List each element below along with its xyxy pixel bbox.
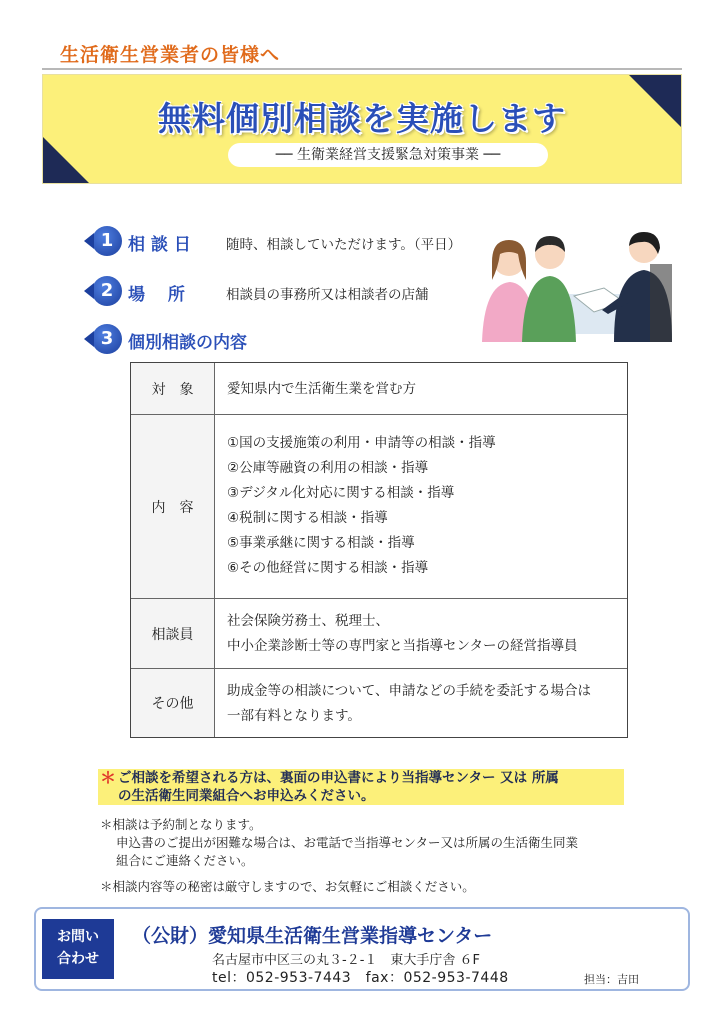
table-line: 愛知県内で生活衛生業を営む方 xyxy=(227,381,416,397)
notice-line: の生活衛生同業組合へお申込みください。 xyxy=(118,788,375,804)
table-cell-target xyxy=(227,377,621,402)
table-cell-consultant xyxy=(227,609,621,659)
organization-address: 名古屋市中区三の丸３-２-１ 東大手庁舎 ６F xyxy=(212,953,480,968)
section-value-place: 相談員の事務所又は相談者の店舗 xyxy=(226,287,429,303)
contact-box xyxy=(34,907,690,991)
table-header-other: その他 xyxy=(131,669,215,737)
table-row-consultant xyxy=(131,599,627,669)
note-reservation-detail: 組合にご連絡ください。 xyxy=(116,853,254,868)
title-banner xyxy=(42,74,682,184)
application-notice xyxy=(98,769,624,805)
note-reservation: ＊相談は予約制となります。 xyxy=(100,817,262,832)
table-cell-other xyxy=(227,679,621,729)
section-label-place: 場 所 xyxy=(128,285,185,305)
contact-label-line: 合わせ xyxy=(57,951,99,967)
table-line: 中小企業診断士等の専門家と当指導センターの経営指導員 xyxy=(227,638,578,654)
greeting-divider xyxy=(42,68,682,70)
page-title: 無料個別相談を実施します xyxy=(158,99,566,138)
table-row-other xyxy=(131,669,627,737)
section-number-2: 2 xyxy=(92,276,122,306)
table-cell-content xyxy=(227,431,621,581)
consultation-illustration-icon xyxy=(474,224,674,344)
table-line: ④税制に関する相談・指導 xyxy=(227,510,388,526)
table-header-content: 内 容 xyxy=(131,415,215,598)
greeting-heading: 生活衛生営業者の皆様へ xyxy=(60,44,281,66)
table-line: 社会保険労務士、税理士、 xyxy=(227,613,389,629)
section-number-1: 1 xyxy=(92,226,122,256)
asterisk-icon: ＊ xyxy=(100,768,117,787)
corner-triangle-bottom-left xyxy=(43,137,89,183)
contact-label-line: お問い xyxy=(57,929,99,945)
table-line: ⑤事業承継に関する相談・指導 xyxy=(227,535,415,551)
table-line: ⑥その他経営に関する相談・指導 xyxy=(227,560,429,576)
table-line: 一部有料となります。 xyxy=(227,708,361,724)
table-row-content xyxy=(131,415,627,599)
organization-name: （公財）愛知県生活衛生営業指導センター xyxy=(132,925,493,947)
table-line: 助成金等の相談について、申請などの手続を委託する場合は xyxy=(227,683,591,699)
section-label-date: 相 談 日 xyxy=(128,235,191,255)
section-number-3: 3 xyxy=(92,324,122,354)
table-line: ①国の支援施策の利用・申請等の相談・指導 xyxy=(227,435,496,451)
table-header-target: 対 象 xyxy=(131,363,215,414)
table-line: ②公庫等融資の利用の相談・指導 xyxy=(227,460,429,476)
table-line: ③デジタル化対応に関する相談・指導 xyxy=(227,485,455,501)
table-header-consultant: 相談員 xyxy=(131,599,215,668)
contact-label xyxy=(42,919,114,979)
staff-contact: 担当：吉田 xyxy=(584,973,639,986)
section-label-content: 個別相談の内容 xyxy=(128,333,247,353)
note-reservation-detail: 申込書のご提出が困難な場合は、お電話で当指導センター又は所属の生活衛生同業 xyxy=(116,835,579,850)
notice-line: ご相談を希望される方は、裏面の申込書により当指導センター 又は 所属 xyxy=(118,770,559,786)
table-row-target xyxy=(131,363,627,415)
section-value-date: 随時、相談していただけます。（平日） xyxy=(226,237,462,253)
note-confidentiality: ＊相談内容等の秘密は厳守しますので、お気軽にご相談ください。 xyxy=(100,879,475,894)
page-subtitle: ── 生衛業経営支援緊急対策事業 ── xyxy=(228,143,548,167)
consultation-details-table xyxy=(130,362,628,738)
phone-fax-numbers: tel：052-953-7443 fax：052-953-7448 xyxy=(212,970,509,986)
